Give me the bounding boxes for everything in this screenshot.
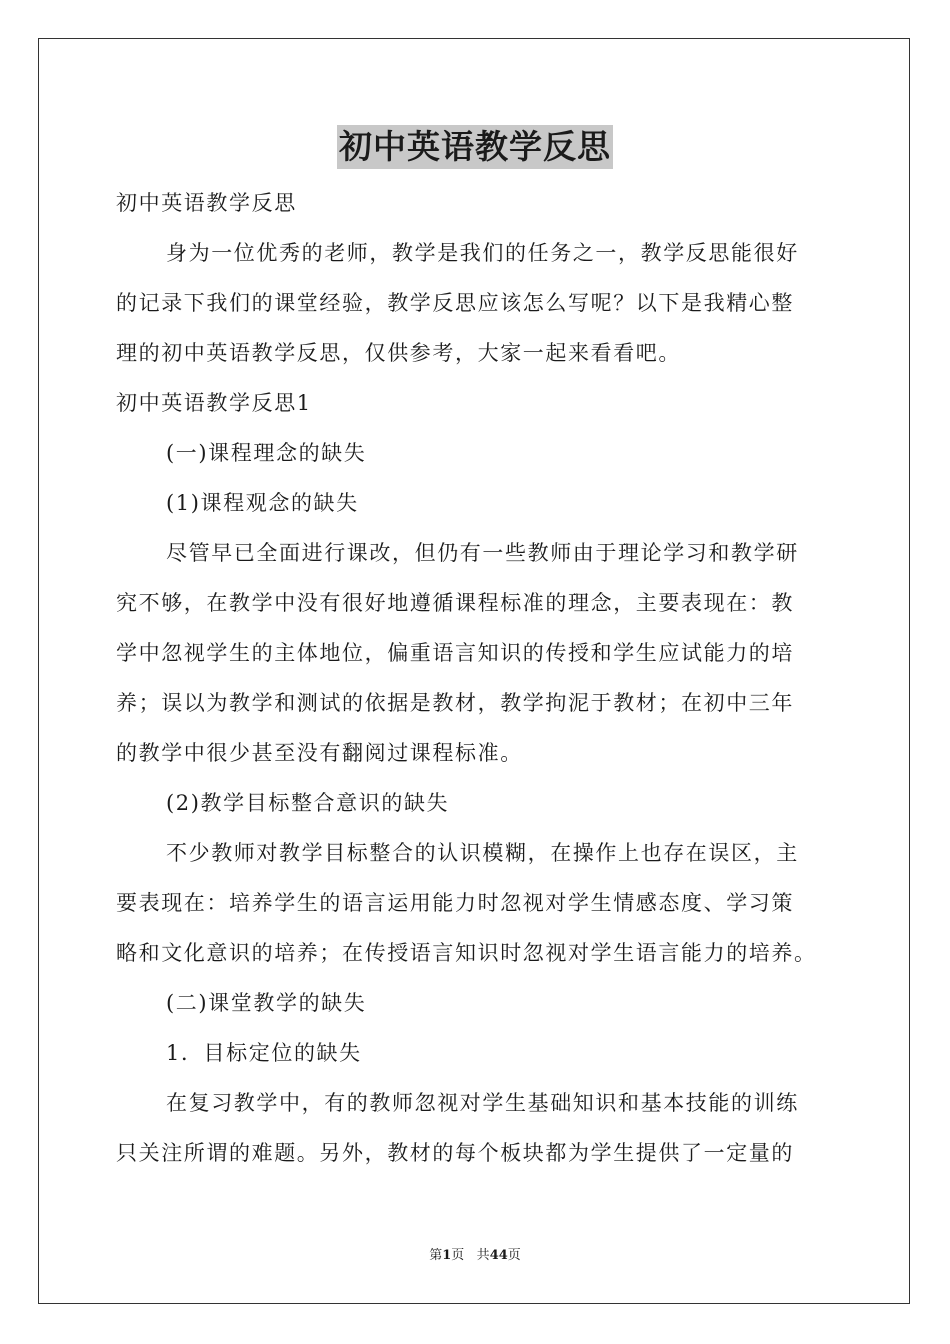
text-line: 要表现在：培养学生的语言运用能力时忽视对学生情感态度、学习策 <box>116 891 794 915</box>
text-line: 学中忽视学生的主体地位，偏重语言知识的传授和学生应试能力的培 <box>116 641 794 665</box>
text-line: (2)教学目标整合意识的缺失 <box>166 791 450 815</box>
text-line: 尽管早已全面进行课改，但仍有一些教师由于理论学习和教学研 <box>166 541 799 565</box>
text-line: 究不够，在教学中没有很好地遵循课程标准的理念，主要表现在：教 <box>116 591 794 615</box>
text-line: 略和文化意识的培养；在传授语言知识时忽视对学生语言能力的培养。 <box>116 941 817 965</box>
text-line: 不少教师对教学目标整合的认识模糊，在操作上也存在误区，主 <box>166 841 799 865</box>
page-footer <box>0 1246 950 1266</box>
text-line: (一)课程理念的缺失 <box>166 441 367 465</box>
text-line: 的记录下我们的课堂经验，教学反思应该怎么写呢？以下是我精心整 <box>116 291 794 315</box>
text-line: 只关注所谓的难题。另外，教材的每个板块都为学生提供了一定量的 <box>116 1141 794 1165</box>
page-prefix: 第 <box>429 1248 443 1263</box>
page-suffix: 页 <box>451 1248 465 1263</box>
document-body <box>116 178 836 1178</box>
text-line: 身为一位优秀的老师，教学是我们的任务之一，教学反思能很好 <box>166 241 799 265</box>
total-pages: 44 <box>489 1248 508 1263</box>
page-number: 1 <box>442 1248 452 1263</box>
text-line: 在复习教学中，有的教师忽视对学生基础知识和基本技能的训练 <box>166 1091 799 1115</box>
text-line: 的教学中很少甚至没有翻阅过课程标准。 <box>116 741 523 765</box>
document-title: 初中英语教学反思 <box>337 125 613 169</box>
total-prefix: 共 <box>476 1248 490 1263</box>
title-container <box>0 125 950 169</box>
total-suffix: 页 <box>507 1248 521 1263</box>
text-line: 养；误以为教学和测试的依据是教材，教学拘泥于教材；在初中三年 <box>116 691 794 715</box>
text-line: 初中英语教学反思 <box>116 191 297 215</box>
text-line: (二)课堂教学的缺失 <box>166 991 367 1015</box>
text-line: 理的初中英语教学反思，仅供参考，大家一起来看看吧。 <box>116 341 681 365</box>
text-line: 1．目标定位的缺失 <box>166 1041 362 1065</box>
text-line: 初中英语教学反思1 <box>116 391 312 415</box>
text-line: (1)课程观念的缺失 <box>166 491 359 515</box>
